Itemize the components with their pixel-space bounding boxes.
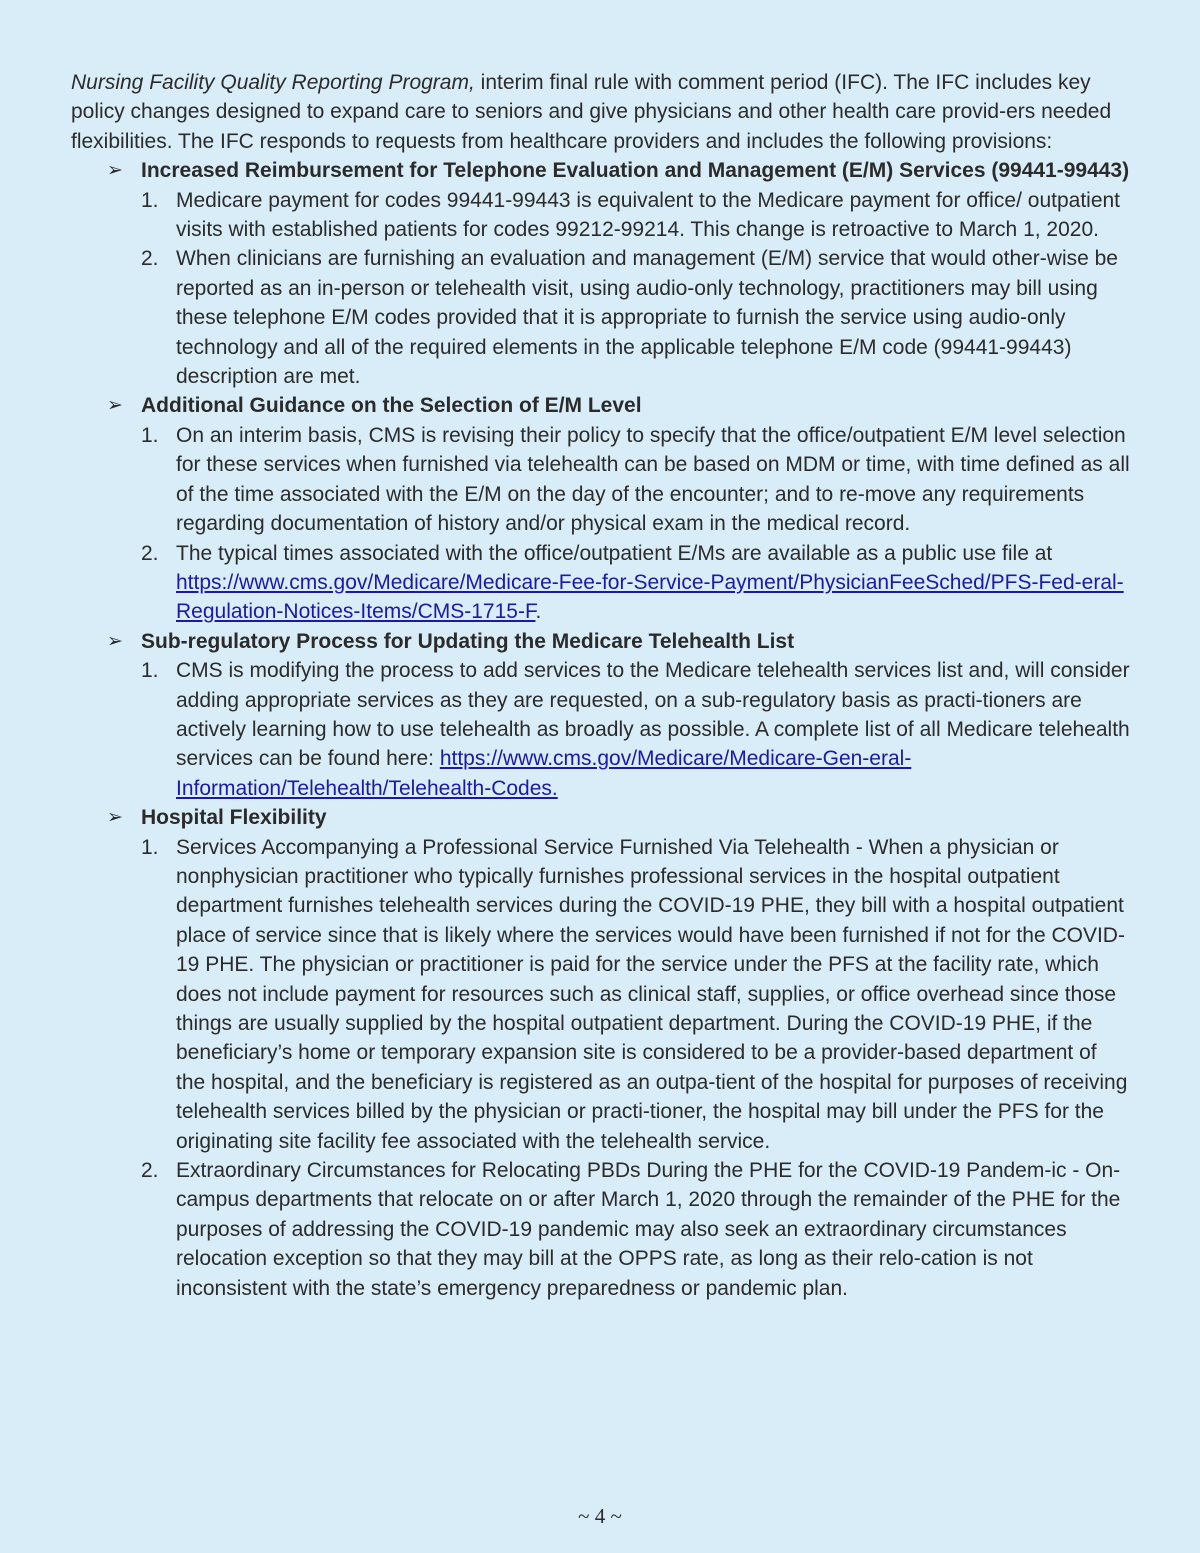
- telehealth-codes-link[interactable]: https://www.cms.gov/Medicare/Medicare-Gen-eral-Information/Telehealth/Telehealth-Codes.: [176, 747, 912, 800]
- section-heading: [71, 391, 1131, 420]
- list-item: [71, 539, 1131, 627]
- item-number: 2.: [141, 541, 159, 565]
- arrow-bullet-icon: ➢: [107, 630, 123, 652]
- section-telehealth-list: [71, 627, 1131, 803]
- numbered-list: [71, 833, 1131, 1304]
- item-number: 2.: [141, 247, 159, 271]
- list-item: [71, 421, 1131, 539]
- item-text: Services Accompanying a Professional Service Furnished Via Telehealth - When a physician or nonphysician practitioner who typically furnishes professional services in the hospital outpatient department furnishes telehealth services during the COVID-19 PHE, they bill with a hospital outpatient place of service since that is likely where the services would have been furnished if not for the COVID-19 PHE. The physician or practitioner is paid for the service under the PFS at the facility rate, which does not include payment for resources such as clinical staff, supplies, or office overhead since those things are usually supplied by the hospital outpatient department. During the COVID-19 PHE, if the beneficiary’s home or temporary expansion site is considered to be a provider-based department of the hospital, and the beneficiary is registered as an outpa-tient of the hospital for purposes of receiving telehealth services billed by the physician or practi-tioner, the hospital may bill under the PFS for the originating site facility fee associated with the telehealth service.: [176, 835, 1128, 1153]
- item-number: 2.: [141, 1159, 159, 1183]
- list-item: [71, 1156, 1131, 1303]
- section-heading: [71, 156, 1131, 185]
- item-number: 1.: [141, 188, 159, 212]
- item-text: Extraordinary Circumstances for Relocating PBDs During the PHE for the COVID-19 Pandem-ic - On-campus departments that relocate on or after March 1, 2020 through the remainder of the PHE for the purposes of addressing the COVID-19 pandemic may also seek an extraordinary circumstances relocation exception so that they may bill at the OPPS rate, as long as their relo-cation is not inconsistent with the state’s emergency preparedness or pandemic plan.: [176, 1159, 1121, 1300]
- cms-1715-f-link[interactable]: https://www.cms.gov/Medicare/Medicare-Fee-for-Service-Payment/PhysicianFeeSched/PFS-Fed-eral-Regulation-Notices-Items/CMS-1715-F: [176, 570, 1124, 624]
- section-em-level-guidance: [71, 391, 1131, 626]
- item-number: 1.: [141, 423, 159, 447]
- item-text: CMS is modifying the process to add services to the Medicare telehealth services list and, will consider adding appropriate services as they are requested, on a sub-regulatory basis as practi-tioners are actively learning how to use telehealth as broadly as possible. A complete list of all Medicare telehealth services can be found here:: [176, 659, 1130, 771]
- intro-program-name: Nursing Facility Quality Reporting Program,: [71, 71, 475, 94]
- item-text: Medicare payment for codes 99441-99443 is equivalent to the Medicare payment for office/ outpatient visits with established patients for codes 99212-99214. This change is retroactive to March 1, 2020.: [176, 188, 1121, 242]
- numbered-list: [71, 186, 1131, 392]
- section-heading: [71, 627, 1131, 656]
- section-hospital-flexibility: [71, 803, 1131, 1303]
- arrow-bullet-icon: ➢: [107, 395, 123, 417]
- item-number: 1.: [141, 835, 159, 859]
- section-heading-text: Sub-regulatory Process for Updating the Medicare Telehealth List: [141, 629, 795, 653]
- document-page: [71, 68, 1131, 1303]
- section-heading-text: Increased Reimbursement for Telephone Evaluation and Management (E/M) Services (99441-99443): [141, 159, 1130, 183]
- page-number: ~ 4 ~: [578, 1504, 622, 1528]
- intro-text: interim final rule with comment period (IFC). The IFC includes key policy changes designed to expand care to seniors and give physicians and other health care provid-ers needed flexibilities. The IFC responds to requests from healthcare providers and includes the following provisions:: [71, 71, 1112, 153]
- item-text: When clinicians are furnishing an evaluation and management (E/M) service that would other-wise be reported as an in-person or telehealth visit, using audio-only technology, practitioners may bill using these telephone E/M codes provided that it is appropriate to furnish the service using audio-only technology and all of the required elements in the applicable telephone E/M code (99441-99443) description are met.: [176, 247, 1118, 389]
- section-heading: [71, 803, 1131, 832]
- numbered-list: [71, 421, 1131, 627]
- list-item: [71, 186, 1131, 245]
- item-text: On an interim basis, CMS is revising their policy to specify that the office/outpatient E/M level selection for these services when furnished via telehealth can be based on MDM or time, with time defined as all of the time associated with the E/M on the day of the encounter; and to re-move any requirements regarding documentation of history and/or physical exam in the medical record.: [176, 423, 1130, 536]
- section-heading-text: Additional Guidance on the Selection of E/M Level: [141, 394, 642, 418]
- list-item: [71, 244, 1131, 391]
- list-item: [71, 833, 1131, 1156]
- item-text-end: .: [535, 600, 542, 624]
- item-text: The typical times associated with the office/outpatient E/Ms are available as a public use file at: [176, 541, 1053, 565]
- intro-paragraph: [71, 68, 1131, 156]
- section-heading-text: Hospital Flexibility: [141, 806, 327, 830]
- numbered-list: [71, 656, 1131, 803]
- section-telephone-em: [71, 156, 1131, 391]
- arrow-bullet-icon: ➢: [107, 160, 123, 182]
- list-item: [71, 656, 1131, 803]
- arrow-bullet-icon: ➢: [107, 807, 123, 829]
- item-number: 1.: [141, 659, 159, 683]
